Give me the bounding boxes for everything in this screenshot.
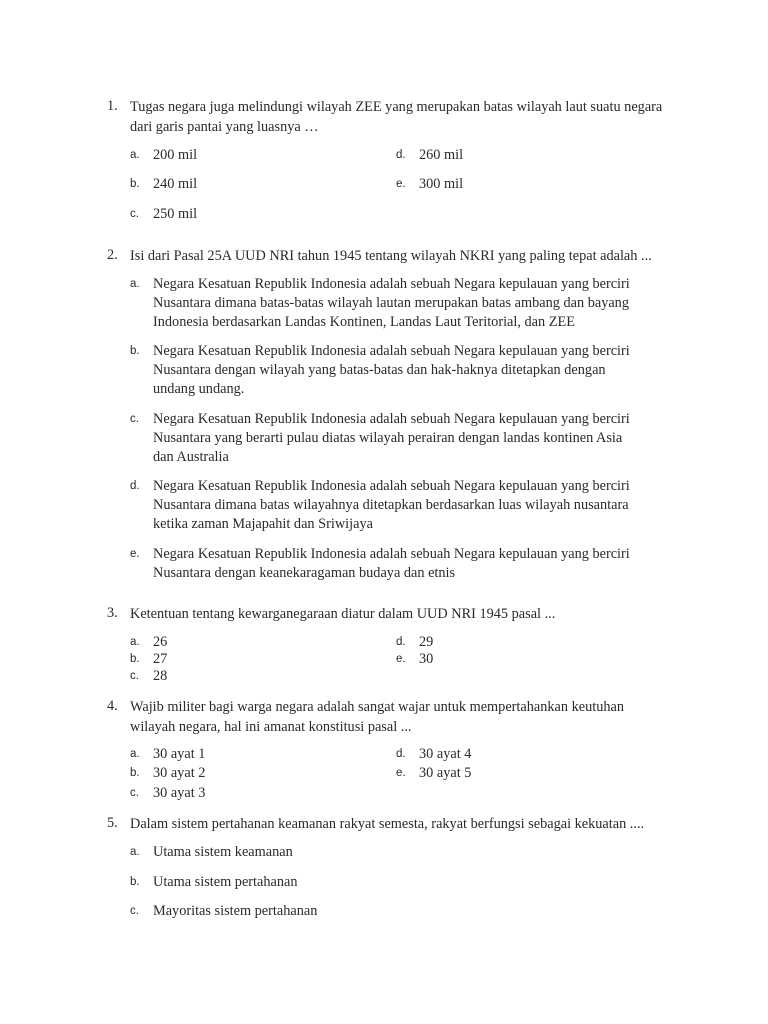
option-letter: e. [130, 548, 140, 560]
option-a[interactable]: 30 ayat 1 [153, 746, 206, 762]
option-letter: b. [130, 653, 140, 665]
option-e[interactable]: 30 ayat 5 [419, 765, 472, 781]
question-text [130, 697, 624, 737]
option-e[interactable]: 30 [419, 651, 434, 667]
option-letter: a. [130, 846, 140, 858]
option-letter: a. [130, 149, 140, 161]
question-line: Tugas negara juga melindungi wilayah ZEE yang merupakan batas wilayah laut suatu negara [130, 99, 663, 115]
option-a[interactable]: 200 mil [153, 147, 198, 163]
option-a[interactable] [153, 275, 630, 332]
option-letter: c. [130, 413, 139, 425]
option-b[interactable]: 30 ayat 2 [153, 765, 206, 781]
option-letter: b. [130, 876, 140, 888]
question-number: 3. [107, 605, 118, 621]
option-d[interactable]: 30 ayat 4 [419, 746, 472, 762]
question-number: 5. [107, 815, 118, 831]
question-text [130, 246, 652, 266]
option-line: Nusantara yang berarti pulau diatas wilayah perairan dengan landas kontinen Asia [153, 430, 623, 446]
option-line: Negara Kesatuan Republik Indonesia adalah sebuah Negara kepulauan yang berciri [153, 478, 630, 494]
question-text [130, 604, 555, 624]
option-letter: e. [396, 767, 406, 779]
option-d[interactable]: 29 [419, 634, 434, 650]
question-line: Isi dari Pasal 25A UUD NRI tahun 1945 tentang wilayah NKRI yang paling tepat adalah ... [130, 248, 652, 264]
question-line: dari garis pantai yang luasnya … [130, 119, 319, 135]
option-c[interactable] [153, 410, 630, 467]
option-letter: a. [130, 278, 140, 290]
option-a[interactable]: 26 [153, 634, 168, 650]
option-line: Nusantara dengan keanekaragaman budaya dan etnis [153, 565, 456, 581]
option-b[interactable]: 27 [153, 651, 168, 667]
option-letter: c. [130, 208, 139, 220]
option-line: Nusantara dimana batas-batas wilayah lautan merupakan batas ambang dan bayang [153, 295, 629, 311]
option-letter: c. [130, 787, 139, 799]
question-line: wilayah negara, hal ini amanat konstitusi pasal ... [130, 719, 412, 735]
question-line: Dalam sistem pertahanan keamanan rakyat semesta, rakyat berfungsi sebagai kekuatan .... [130, 816, 645, 832]
option-a[interactable]: Utama sistem keamanan [153, 844, 293, 860]
option-line: Indonesia berdasarkan Landas Kontinen, Landas Laut Teritorial, dan ZEE [153, 314, 575, 330]
option-c[interactable]: 30 ayat 3 [153, 785, 206, 801]
option-line: Negara Kesatuan Republik Indonesia adalah sebuah Negara kepulauan yang berciri [153, 343, 630, 359]
option-line: Negara Kesatuan Republik Indonesia adalah sebuah Negara kepulauan yang berciri [153, 411, 630, 427]
question-number: 1. [107, 98, 118, 114]
option-b[interactable]: Utama sistem pertahanan [153, 874, 298, 890]
option-line: Nusantara dengan wilayah yang batas-batas dan hak-haknya ditetapkan dengan [153, 362, 606, 378]
option-line: Negara Kesatuan Republik Indonesia adalah sebuah Negara kepulauan yang berciri [153, 546, 630, 562]
question-line: Ketentuan tentang kewarganegaraan diatur dalam UUD NRI 1945 pasal ... [130, 606, 556, 622]
question-text [130, 97, 662, 137]
option-letter: d. [396, 149, 406, 161]
option-letter: b. [130, 767, 140, 779]
option-letter: e. [396, 178, 406, 190]
option-c[interactable]: Mayoritas sistem pertahanan [153, 903, 318, 919]
option-line: Nusantara dimana batas wilayahnya ditetapkan berdasarkan luas wilayah nusantara [153, 497, 629, 513]
option-b[interactable]: 240 mil [153, 176, 198, 192]
option-letter: e. [396, 653, 406, 665]
question-line: Wajib militer bagi warga negara adalah sangat wajar untuk mempertahankan keutuhan [130, 699, 625, 715]
option-letter: a. [130, 636, 140, 648]
option-letter: d. [396, 636, 406, 648]
option-letter: c. [130, 670, 139, 682]
option-letter: c. [130, 905, 139, 917]
option-e[interactable]: 300 mil [419, 176, 464, 192]
option-line: Negara Kesatuan Republik Indonesia adalah sebuah Negara kepulauan yang berciri [153, 276, 630, 292]
option-letter: a. [130, 748, 140, 760]
option-c[interactable]: 28 [153, 668, 168, 684]
option-letter: d. [130, 480, 140, 492]
option-line: undang undang. [153, 381, 245, 397]
option-line: ketika zaman Majapahit dan Sriwijaya [153, 516, 373, 532]
option-e[interactable] [153, 545, 630, 583]
option-letter: d. [396, 748, 406, 760]
option-b[interactable] [153, 342, 630, 399]
option-line: dan Australia [153, 449, 229, 465]
option-letter: b. [130, 345, 140, 357]
question-number: 2. [107, 247, 118, 263]
question-number: 4. [107, 698, 118, 714]
option-letter: b. [130, 178, 140, 190]
option-c[interactable]: 250 mil [153, 206, 198, 222]
option-d[interactable] [153, 477, 630, 534]
question-text [130, 814, 644, 834]
option-d[interactable]: 260 mil [419, 147, 464, 163]
